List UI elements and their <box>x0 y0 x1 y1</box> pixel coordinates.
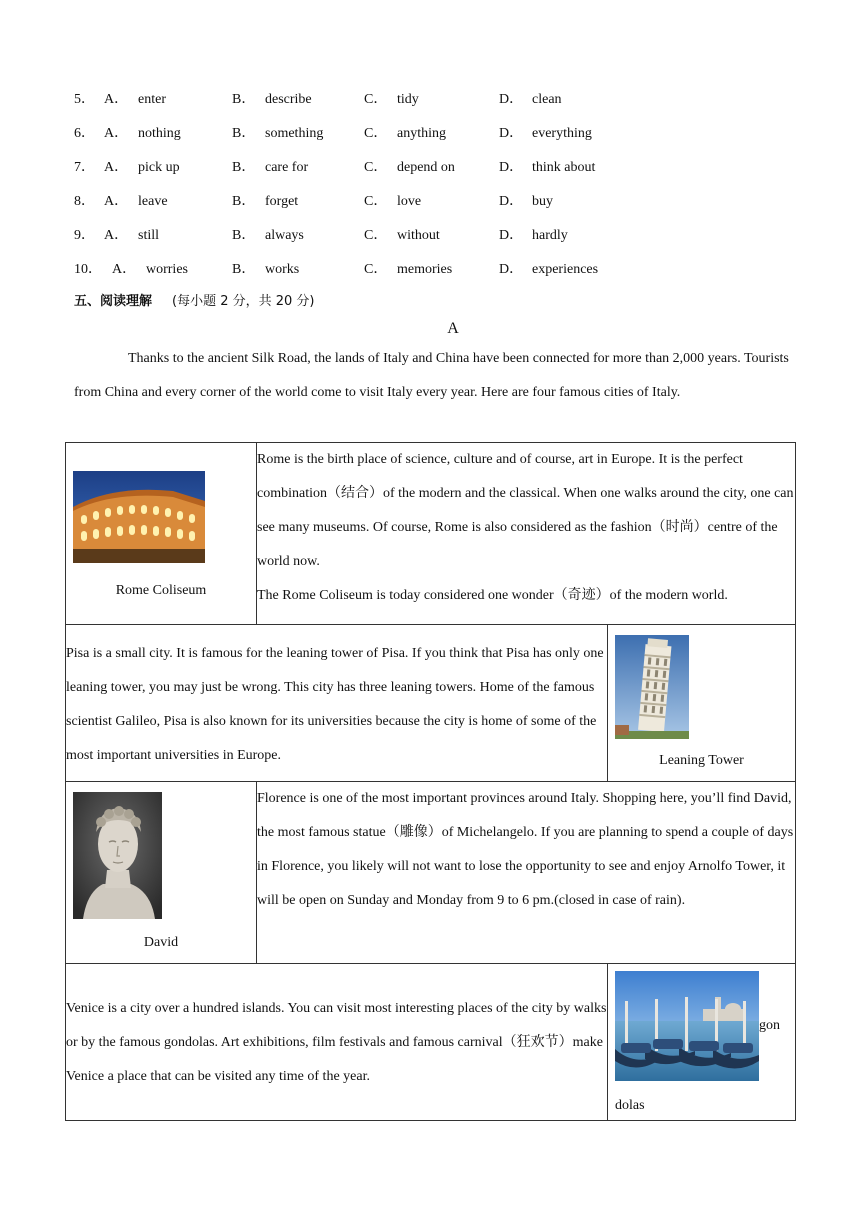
section-score-note: (每小题 2 分，共 20 分) <box>172 294 315 309</box>
leaning-tower-image <box>615 635 689 739</box>
option-b: always <box>265 228 304 243</box>
option-b: describe <box>265 92 312 107</box>
question-number: 9． <box>74 228 95 243</box>
david-statue-image <box>73 792 162 919</box>
venice-caption-part1: gon <box>759 1018 780 1033</box>
row-pisa <box>66 625 796 782</box>
venice-text-cell <box>66 964 608 1121</box>
option-letter-b: B． <box>232 228 256 243</box>
pisa-text-cell <box>66 625 608 782</box>
pisa-description: Pisa is a small city. It is famous for the leaning tower of Pisa. If you think that Pisa has only one leaning tower, you may just be wrong. This city has three leaning towers. Home of the famous scientist Galileo, Pisa is also known for its universities because the city is home of some of the most important universities in Europe. <box>66 646 604 763</box>
option-b: care for <box>265 160 309 175</box>
option-a: pick up <box>138 160 180 175</box>
option-letter-c: C． <box>364 194 388 209</box>
rome-text-cell <box>257 443 796 625</box>
rome-coliseum-image <box>73 471 205 563</box>
option-letter-c: C． <box>364 160 388 175</box>
section-title: 五、阅读理解 <box>74 294 153 309</box>
option-d: buy <box>532 194 553 209</box>
rome-description: Rome is the birth place of science, culture and of course, art in Europe. It is the perfect combination（结合）of the modern and the classical. When one walks around the city, one can see many museums. Of course, Rome is also considered as the fashion（时尚）centre of the world now. <box>257 452 794 569</box>
option-a: worries <box>146 262 188 277</box>
passage-label: A <box>447 320 459 337</box>
option-row-7 <box>74 156 794 190</box>
rome-caption: Rome Coliseum <box>115 583 207 598</box>
pisa-image-cell <box>608 625 796 782</box>
passage-intro <box>74 342 794 410</box>
option-b: something <box>265 126 324 141</box>
option-d: clean <box>532 92 562 107</box>
question-number: 6． <box>74 126 95 141</box>
florence-image-cell <box>66 782 257 964</box>
option-letter-a: A． <box>104 92 129 107</box>
venice-image-cell <box>608 964 796 1121</box>
row-rome <box>66 443 796 625</box>
option-a: enter <box>138 92 166 107</box>
option-row-10 <box>74 258 794 292</box>
option-b: forget <box>265 194 299 209</box>
florence-text-cell <box>257 782 796 964</box>
option-d: hardly <box>532 228 568 243</box>
option-c: tidy <box>397 92 419 107</box>
option-row-5 <box>74 88 794 122</box>
option-a: nothing <box>138 126 181 141</box>
option-row-8 <box>74 190 794 224</box>
option-row-6 <box>74 122 794 156</box>
option-letter-d: D． <box>499 160 524 175</box>
option-letter-a: A． <box>112 262 137 277</box>
option-letter-a: A． <box>104 194 129 209</box>
row-venice <box>66 964 796 1121</box>
florence-description: Florence is one of the most important provinces around Italy. Shopping here, you’ll find David, the most famous statue（雕像）of Michelangelo. If you are planning to spend a couple of days in Florence, you likely will not want to lose the opportunity to see and enjoy Arnolfo Tower, it will be open on Sunday and Monday from 9 to 6 pm.(closed in case of rain). <box>257 791 794 908</box>
question-number: 7． <box>74 160 95 175</box>
option-d: everything <box>532 126 592 141</box>
option-c: anything <box>397 126 446 141</box>
option-b: works <box>265 262 300 277</box>
pisa-caption: Leaning Tower <box>659 753 744 768</box>
intro-paragraph: Thanks to the ancient Silk Road, the lands of Italy and China have been connected for more than 2,000 years. Tourists from China and every corner of the world come to visit Italy every year. Here are four famous cities of Italy. <box>74 351 789 400</box>
gondolas-image <box>615 971 759 1081</box>
option-letter-d: D． <box>499 92 524 107</box>
option-d: experiences <box>532 262 599 277</box>
option-letter-b: B． <box>232 194 256 209</box>
option-letter-c: C． <box>364 262 388 277</box>
section-heading <box>74 290 315 314</box>
option-row-9 <box>74 224 794 258</box>
option-letter-d: D． <box>499 262 524 277</box>
option-c: depend on <box>397 160 455 175</box>
question-number: 10． <box>74 262 102 277</box>
option-d: think about <box>532 160 596 175</box>
option-a: still <box>138 228 160 243</box>
option-letter-c: C． <box>364 92 388 107</box>
cities-table <box>65 442 796 1121</box>
venice-description: Venice is a city over a hundred islands. You can visit most interesting places of the city by walks or by the famous gondolas. Art exhibitions, film festivals and famous carnival（狂欢节）make Venice a place that can be visited any time of the year. <box>66 1001 607 1084</box>
rome-coliseum-note: The Rome Coliseum is today considered one wonder（奇迹）of the modern world. <box>257 588 728 603</box>
option-c: memories <box>397 262 453 277</box>
option-c: love <box>397 194 422 209</box>
venice-caption-part2: dolas <box>615 1098 645 1113</box>
florence-caption: David <box>143 935 179 950</box>
options-list <box>74 88 794 292</box>
option-c: without <box>397 228 440 243</box>
option-letter-b: B． <box>232 160 256 175</box>
option-letter-b: B． <box>232 126 256 141</box>
option-letter-d: D． <box>499 194 524 209</box>
option-letter-a: A． <box>104 228 129 243</box>
option-letter-c: C． <box>364 228 388 243</box>
question-number: 8． <box>74 194 95 209</box>
option-letter-a: A． <box>104 126 129 141</box>
option-letter-d: D． <box>499 126 524 141</box>
option-letter-d: D． <box>499 228 524 243</box>
question-number: 5． <box>74 92 95 107</box>
row-florence <box>66 782 796 964</box>
option-letter-c: C． <box>364 126 388 141</box>
option-letter-b: B． <box>232 92 256 107</box>
option-letter-a: A． <box>104 160 129 175</box>
option-a: leave <box>138 194 168 209</box>
rome-image-cell <box>66 443 257 625</box>
option-letter-b: B． <box>232 262 256 277</box>
